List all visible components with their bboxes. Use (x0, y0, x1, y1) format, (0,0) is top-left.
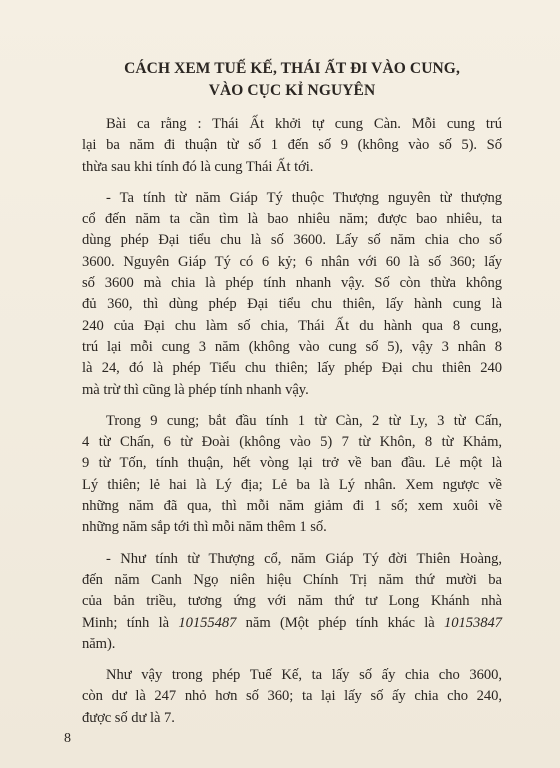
text-line: những năm đã qua, thì mỗi năm giảm đi 1 số; xem xuôi về (82, 498, 502, 515)
text-line: 240 của Đại chu làm số chia, Thái Ất du hành qua 8 cung, (82, 317, 502, 334)
text-line: 3600. Nguyên Giáp Tý có 6 kỷ; 6 nhân với 60 là số 360; lấy (82, 253, 502, 270)
text-line: những năm sắp tới thì mỗi năm thêm 1 số. (82, 519, 327, 536)
text-line: đủ 360, thì dùng phép Đại tiểu chu thiên, lấy hành cung là (82, 296, 502, 313)
text-line: của bản triều, tương ứng với năm thứ tư Long Khánh nhà (82, 593, 502, 610)
year-count-number: 10155487 (178, 614, 237, 631)
text-line: mà trừ thì cũng là phép tính nhanh vậy. (82, 381, 309, 398)
page-number: 8 (64, 731, 71, 746)
text-fragment: Minh; tính là (82, 614, 179, 631)
text-line (82, 613, 502, 634)
page-content (82, 58, 502, 739)
text-line: lại ba năm đi thuận từ số 1 đến số 9 (không vào số 5). Số (82, 137, 502, 154)
text-line: 4 từ Chấn, 6 từ Đoài (không vào 5) 7 từ Khôn, 8 từ Khảm, (82, 434, 502, 451)
text-line: Lý thiên; lẻ hai là Lý địa; Lẻ ba là Lý nhân. Xem ngược về (82, 476, 502, 493)
text-line: đến năm Canh Ngọ niên hiệu Chính Trị năm thứ mười ba (82, 571, 502, 588)
paragraph-3 (82, 411, 502, 539)
chapter-title-line-1: CÁCH XEM TUẾ KẾ, THÁI ẤT ĐI VÀO CUNG, (124, 60, 460, 77)
paragraph-1 (82, 114, 502, 178)
chapter-title (82, 58, 502, 102)
text-line: trú lại mỗi cung 3 năm (không vào cung số 5), vậy 3 nhân 8 (82, 338, 502, 355)
text-fragment: năm (Một phép tính khác là (236, 614, 445, 631)
paragraph-2 (82, 188, 502, 401)
text-line: còn dư là 247 nhỏ hơn số 360; ta lại lấy số ấy chia cho 240, (82, 688, 502, 705)
text-line: số 3600 mà chia là phép tính nhanh vậy. Số còn thừa không (82, 275, 502, 292)
text-line: - Như tính từ Thượng cổ, năm Giáp Tý đời Thiên Hoàng, (106, 550, 502, 567)
chapter-title-line-2: VÀO CỤC KỈ NGUYÊN (208, 82, 376, 99)
text-line: thừa sau khi tính đó là cung Thái Ất tới. (82, 158, 314, 175)
alternate-year-count-number: 10153847 (444, 614, 502, 631)
text-line: dùng phép Đại tiểu chu là số 3600. Lấy số năm chia cho số (82, 232, 502, 249)
text-line: Bài ca rằng : Thái Ất khởi tự cung Càn. Mỗi cung trú (106, 116, 502, 132)
text-line: được số dư là 7. (82, 709, 175, 726)
paragraph-5 (82, 665, 502, 729)
paragraph-4 (82, 549, 502, 655)
text-line: cổ đến năm ta cần tìm là bao nhiêu năm; được bao nhiêu, ta (82, 211, 502, 228)
text-line: là 24, đó là phép Tiểu chu thiên; lấy phép Đại chu thiên 240 (82, 360, 502, 377)
text-line: 9 từ Tốn, tính thuận, hết vòng lại trở về ban đầu. Lẻ một là (82, 455, 502, 472)
text-line: Trong 9 cung; bắt đầu tính 1 từ Càn, 2 từ Ly, 3 từ Cấn, (106, 412, 502, 429)
text-line: Như vậy trong phép Tuế Kế, ta lấy số ấy chia cho 3600, (106, 667, 502, 684)
text-line: - Ta tính từ năm Giáp Tý thuộc Thượng nguyên từ thượng (106, 189, 502, 206)
text-line: năm). (82, 635, 116, 652)
